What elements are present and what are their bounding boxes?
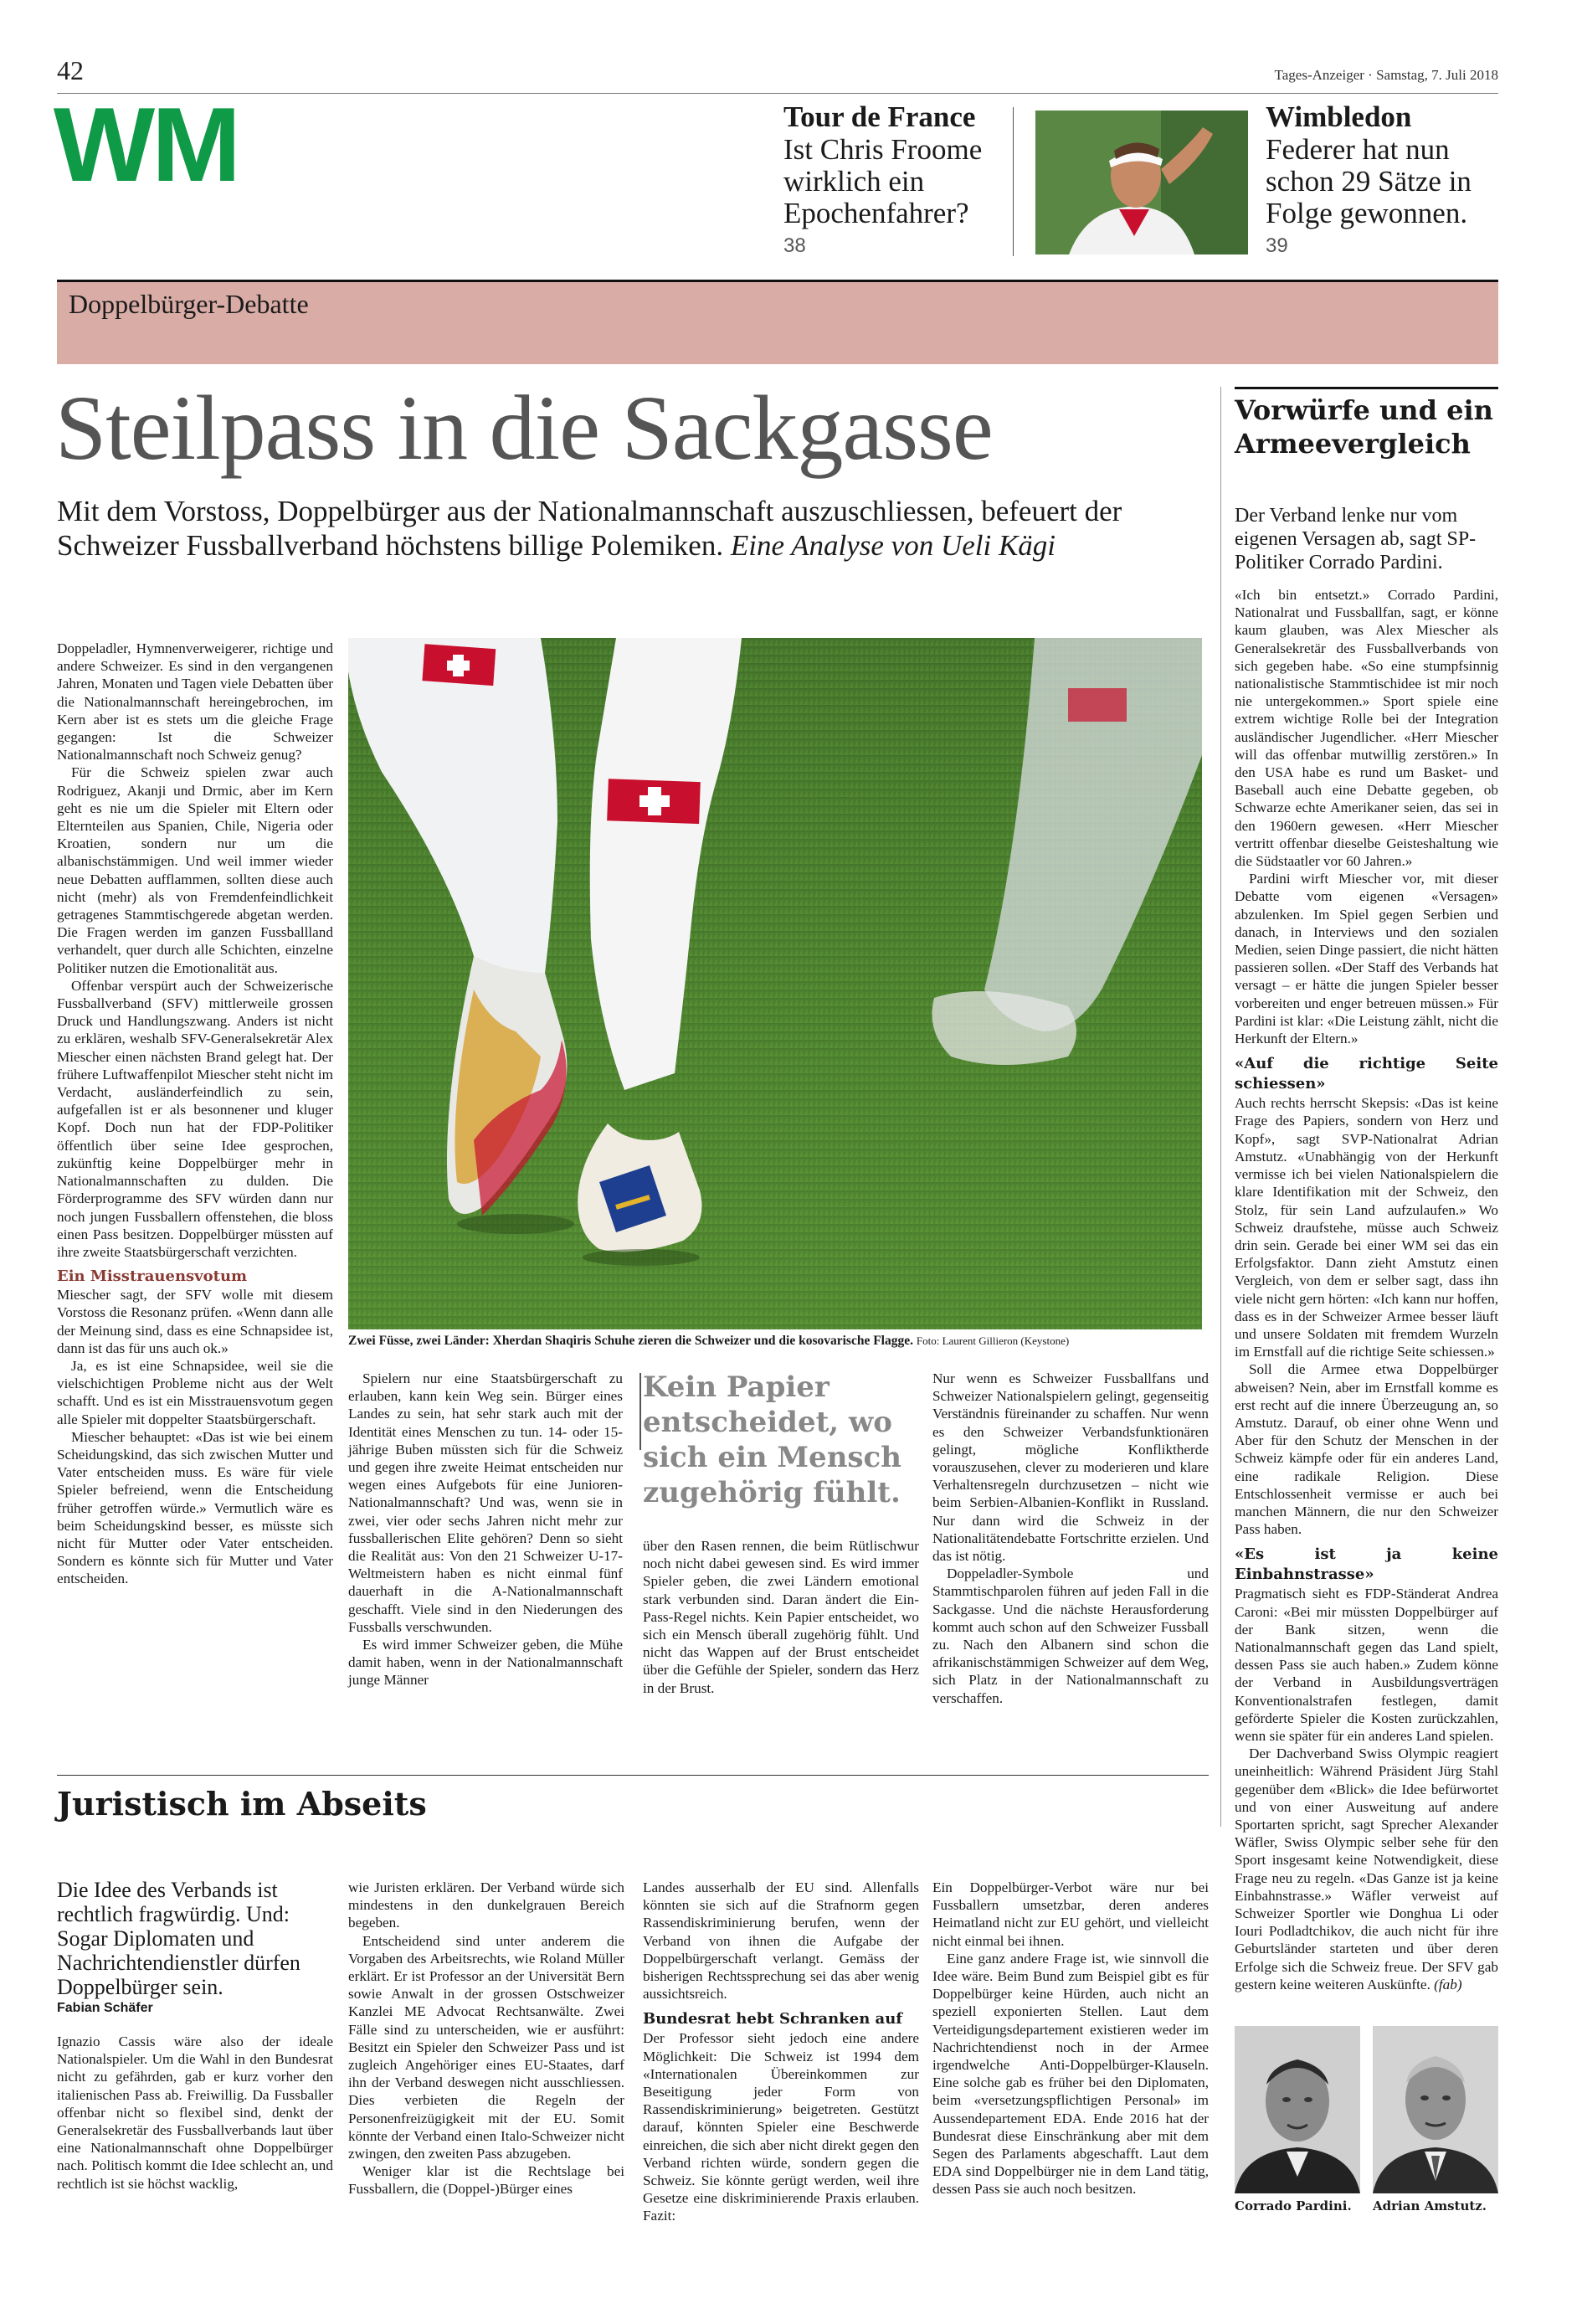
- subheading: Ein Misstrauensvotum: [57, 1267, 248, 1286]
- paragraph: Auch rechts herrscht Skepsis: «Das ist keine Frage des Papiers, sondern von Herz und Kopf», sagt SVP-Nationalrat Adrian Amstutz. «Unabhängig von der Herkunft vermisse ich bei vielen Nationalspielern die klare Identifikation mit der Schweiz, den Stolz, für sein Land aufzulaufen.» Wo Schweiz draufstehe, müsse auch Schweiz drin sein. Gerade bei einer WM sei das ein Erfolgsfaktor. Dann zieht Amstutz einen Vergleich, von dem er selber sagt, dass ihn viele nicht gern hörten: «Ich kann nur hoffen, dass es in der Schweizer Armee besser läuft und unsere Soldaten mit fremdem Wurzeln im Ernstfall auf die richtige Seite schiessen.»: [1235, 1095, 1498, 1360]
- legal-top-rule: [57, 1775, 1209, 1776]
- portrait-caption-amstutz: Adrian Amstutz.: [1373, 2198, 1487, 2213]
- subheading: «Es ist ja keine Einbahnstrasse»: [1235, 1545, 1498, 1584]
- paragraph: Offenbar verspürt auch der Schweizerische Fussballverband (SFV) mittlerweile grossen Druck und Handlungszwang. Anders ist nicht zu erklären, weshalb SFV-Generalsekretär Alex Miescher einen nächsten Brand gelegt hat. Der frühere Luftwaffenpilot Miescher steht nicht im Verdacht, ausländerfeindlich zu sein, aufgefallen ist er als besonnener und kluger Kopf. Doch nun hat der FDP-Politiker öffentlich über seine Idee gesprochen, zukünftig keine Doppelbürger mehr in Nationalmannschaften zu dulden. Die Förderprogramme des SFV würden dann nur noch jungen Fussballern offenstehen, die bloss einen Pass besitzen. Doppelbürger müssten auf ihre zweite Staatsbürgerschaft verzichten.: [57, 977, 333, 1260]
- section-logo: WM: [53, 85, 239, 203]
- paragraph: Es wird immer Schweizer geben, die Mühe damit haben, wenn in der Nationalmannschaft junge Männer: [348, 1637, 623, 1689]
- main-lead-text: Mit dem Vorstoss, Doppelbürger aus der Nationalmannschaft auszuschliessen, befeuert der Schweizer Fussballverband höchstens billige Polemiken.: [57, 495, 1122, 562]
- paragraph: wie Juristen erklären. Der Verband würde sich mindestens in den dunkelgrauen Bereich begeben.: [348, 1879, 624, 1931]
- legal-lead: Die Idee des Verbands ist rechtlich fragwürdig. Und: Sogar Diplomaten und Nachrichtendienstler dürfen Doppelbürger sein.: [57, 1878, 300, 1999]
- sidebar-headline: Vorwürfe und ein Armeevergleich: [1235, 394, 1493, 460]
- paragraph: Landes ausserhalb der EU sind. Allenfalls könnten sie sich auf die Strafnorm gegen Rassendiskriminierung berufen, wenn der Verband von ihnen die Aufgabe der Doppelbürgerschaft verlangt. Gemäss der bisherigen Rechtssprechung sei das aber wenig aussichtsreich.: [643, 1879, 919, 2003]
- signature: (fab): [1434, 1976, 1462, 1992]
- teaser-divider: [1013, 107, 1014, 256]
- paragraph: Pragmatisch sieht es FDP-Ständerat Andrea Caroni: «Bei mir müssten Doppelbürger auf der Bank sitzen, wenn die Nationalmannschaft gegen das Land spielt, dessen Pass sie auch haben.» Zudem könne der Verband in Ausbildungsverträgen Konventionalstrafen festlegen, damit geförderte Spieler die Kosten zurückzahlen, wenn sie später für ein anderes Land spielen.: [1235, 1586, 1498, 1744]
- page-number: 42: [57, 55, 84, 85]
- paragraph-text: Der Dachverband Swiss Olympic reagiert uneinheitlich: Während Präsident Jürg Stahl gegenüber dem «Blick» die Idee befürwortet und von einer Ausweitung auf andere Sportarten spricht, sagt Sprecher Alexander Wäfler, Swiss Olympic selber sehe für den Sport insgesamt keine Notwendigkeit, diese Frage neu zu regeln. «Das Ganze ist ja keine Einbahnstrasse.» Wäfler verweist auf Schweizer Sportler wie Donghua Li oder Iouri Podladtchikov, die auch nicht für ihre Geburtsländer starteten und über deren Erfolge sich die Schweiz freue. Der SFV gab gestern keine weiteren Auskünfte.: [1235, 1746, 1498, 1992]
- pullquote: Kein Papier entscheidet, wo sich ein Mensch zugehörig fühlt.: [643, 1370, 901, 1509]
- paragraph: Miescher sagt, der SFV wolle mit diesem Vorstoss die Resonanz prüfen. «Wenn dann alle der Meinung sind, dass es eine Schnapsidee ist, dann ist das für uns auch ok.»: [57, 1287, 333, 1356]
- portrait-pardini: [1235, 2026, 1360, 2193]
- paper-info: Tages-Anzeiger · Samstag, 7. Juli 2018: [1274, 67, 1498, 83]
- main-lead: [57, 494, 1204, 563]
- sidebar-top-rule: [1235, 387, 1498, 389]
- main-col2: [348, 1370, 623, 1689]
- paragraph: Nur wenn es Schweizer Fussballfans und Schweizer Nationalspielern gelingt, gegenseitig Verständnis füreinander zu schaffen. Nur wenn es den Schweizer Verbandsfunktionären gelingt, mögliche Konfliktherde vorauszusehen, clever zu moderieren und klare Verhaltensregeln durchzusetzen – nicht wie beim Serbien-Albanien-Konflikt in Russland. Nur dann wird die Schweiz in der Nationalitätendebatte Fortschritte erzielen. Und das ist nötig.: [932, 1370, 1209, 1565]
- paragraph: Doppeladler-Symbole und Stammtischparolen führen auf jeden Fall in die Sackgasse. Und die nächste Herausforderung kommt auch schon auf den Schweizer Fussball zu. Nach den Albanern sind schon die afrikanischstämmigen Schweizer auf dem Weg, sich Platz in der Nationalmannschaft zu verschaffen.: [932, 1566, 1209, 1706]
- main-headline: Steilpass in die Sackgasse: [55, 377, 993, 479]
- legal-col1: [57, 2033, 333, 2193]
- legal-headline: Juristisch im Abseits: [57, 1785, 427, 1823]
- main-byline: Eine Analyse von Ueli Kägi: [730, 529, 1056, 562]
- main-col3: [643, 1537, 919, 1697]
- paragraph: Spielern nur eine Staatsbürgerschaft zu erlauben, kann kein Weg sein. Bürger eines Landes zu sein, hat sehr stark auch mit der Identität eines Menschen zu tun. 14- oder 15-jährige Buben müssten sich für die Schweiz und gegen ihre zweite Heimat entscheiden nur wegen eines Aufgebots für eine Junioren-Nationalmannschaft? Und was, wenn sie in zwei, vier oder sechs Jahren nicht mehr zur fussballerischen Elite gehören? Denn so sieht die Realität aus: Von den 21 Schweizer U-17-Weltmeistern haben es nicht einmal fünf dauerhaft in die A-Nationalmannschaft geschafft. Viele sind in den Niederungen des Fussballs verschwunden.: [348, 1370, 623, 1635]
- debate-band: [57, 282, 1498, 364]
- subheading: Bundesrat hebt Schranken auf: [643, 2010, 903, 2028]
- main-photo: [348, 638, 1202, 1329]
- header-rule: [57, 93, 1498, 94]
- paragraph: Weniger klar ist die Rechtslage bei Fussballern, die (Doppel-)Bürger eines: [348, 2163, 624, 2198]
- subheading: «Auf die richtige Seite schiessen»: [1235, 1055, 1498, 1093]
- paragraph: Ein Doppelbürger-Verbot wäre nur bei Fussballern umsetzbar, deren anderes Heimatland nicht zur EU gehört, und vielleicht nicht einmal bei ihnen.: [932, 1879, 1209, 1949]
- main-col1: [57, 640, 333, 1588]
- main-col4: [932, 1370, 1209, 1707]
- legal-col3: [643, 1879, 919, 2225]
- legal-col2: [348, 1879, 624, 2198]
- paragraph: Der Professor sieht jedoch eine andere Möglichkeit: Die Schweiz ist 1994 dem «Internationalen Übereinkommen zur Beseitigung jeder Form von Rassendiskriminierung» beigetreten. Gestützt darauf, könnten Spieler eine Beschwerde einreichen, die sich aber nicht direkt gegen den Verband richten würde, sondern gegen die Schweiz. Sie könnte gerügt werden, weil ihre Gesetze eine diskriminierende Praxis erlauben. Fazit:: [643, 2030, 919, 2224]
- paragraph: über den Rasen rennen, die beim Rütlischwur noch nicht dabei gewesen sind. Es wird immer Spieler geben, die zwei Ländern emotional stark verbunden sind. Daran ändert die Ein-Pass-Regel nichts. Kein Papier entscheidet, wo sich ein Mensch überall zugehörig fühlt. Und nicht das Wappen auf der Brust entscheidet über die Gefühle der Spieler, sondern das Herz in der Brust.: [643, 1538, 919, 1696]
- photo-caption: [348, 1333, 1210, 1350]
- paragraph: Miescher behauptet: «Das ist wie bei einem Scheidungskind, das sich zwischen Mutter und Vater entscheiden muss. Es wäre für viele Spieler befreiend, wenn die Entscheidung früher getroffen würde.» Vermutlich wäre es beim Scheidungskind besser, es müsste sich nicht für Mutter oder Vater entscheiden. Sondern es könnte sich für Mutter und Vater entscheiden.: [57, 1428, 333, 1587]
- teaser-kicker: Wimbledon: [1266, 100, 1412, 133]
- teaser-wimbledon[interactable]: [1266, 100, 1492, 258]
- photo-credit: Foto: Laurent Gillieron (Keystone): [916, 1334, 1070, 1347]
- debate-band-label: Doppelbürger-Debatte: [69, 289, 309, 319]
- teaser-kicker: Tour de France: [783, 100, 976, 133]
- paragraph: «Ich bin entsetzt.» Corrado Pardini, Nationalrat und Fussballfan, sagt, er könne kaum glauben, was Alex Miescher als Generalsekretär des Fussballverbands von sich gegeben habe. «So eine stumpfsinnig nationalistische Stammtischidee ist mir noch nie untergekommen.» Sport spiele eine extrem wichtige Rolle bei der Integration ausländischer Jugendlicher. «Herr Miescher will das offenbar mutwillig zerstören.» In den USA habe es rund um Basket- und Baseball auch eine Debatte gegeben, ob Schwarze echte Amerikaner seien, das sei in den 1960ern gewesen. «Herr Miescher vertritt offenbar dieselbe Geisteshaltung wie die Südstaatler vor 60 Jahren.»: [1235, 587, 1498, 870]
- sidebar-divider: [1220, 387, 1221, 1827]
- paragraph: [1235, 1745, 1498, 1993]
- teaser-page: 39: [1266, 234, 1288, 257]
- paragraph: Ignazio Cassis wäre also der ideale Nationalspieler. Um die Wahl in den Bundesrat nicht zu gefährden, gab er kurz vorher den italienischen Pass ab. Freiwillig. Da Fussballer offenbar nicht so flexibel sind, denkt der Generalsekretär des Fussballverbands laut über eine Nationalmannschaft ohne Doppelbürger nach. Politisch kommt die Idee schlecht an, und rechtlich ist sie höchst wacklig,: [57, 2034, 333, 2192]
- paragraph: Für die Schweiz spielen zwar auch Rodriguez, Akanji und Drmic, aber im Kern geht es nie um die Spieler mit Eltern oder Elternteilen aus Spanien, Chile, Nigeria oder Kroatien, sondern nur um die albanischstämmigen. Und weil immer wieder neue Debatten aufflammen, sollten diese auch nicht (mehr) als von Fremdenfeindlichkeit getragenes Stammtischgerede abgetan werden. Die Fragen werden im ganzen Fussballland verhandelt, quer durch alle Schichten, einzelne Politiker nutzen die Emotionalität aus.: [57, 764, 333, 976]
- paragraph: Pardini wirft Miescher vor, mit dieser Debatte vom eigenen «Versagen» abzulenken. Im Spiel gegen Serbien und danach, in Interviews und den sozialen Medien, seien Dinge passiert, die nicht hätten passieren sollen. «Der Staff des Verbands hat versagt – er hätte die jungen Spieler besser vorbereiten und enger betreuen müssen.» Für Pardini ist klar: «Die Leistung zählt, nicht die Herkunft der Eltern.»: [1235, 871, 1498, 1047]
- sidebar-text: [1235, 586, 1498, 1993]
- paragraph: Ja, es ist eine Schnapsidee, weil sie die vielschichtigen Probleme nicht aus der Welt schafft. Und es ist ein Misstrauensvotum gegen alle Spieler mit doppelter Staatsbürgerschaft.: [57, 1357, 333, 1427]
- sidebar-lead: Der Verband lenke nur vom eigenen Versagen ab, sagt SP-Politiker Corrado Pardini.: [1235, 505, 1477, 573]
- pullquote-rule: [639, 1373, 641, 1450]
- paragraph: Eine ganz andere Frage ist, wie sinnvoll die Idee wäre. Beim Bund zum Beispiel gibt es für Doppelbürger keine Hürden, auch nicht an speziell exponierten Stellen. Laut dem Verteidigungsdepartement existieren weder im Nachrichtendienst noch in der Armee irgendwelche Anti-Doppelbürger-Klauseln. Eine solche gab es früher bei den Diplomaten, beim «versetzungspflichtigen Personal» im Aussendepartement EDA. Ende 2016 hat der Bundesrat diese Einschränkung aber mit dem Segen des Parlaments abgeschafft. Laut dem EDA sind Doppelbürger nie in dem Land tätig, dessen Pass sie auch noch besitzen.: [932, 1950, 1209, 2198]
- federer-photo: [1035, 111, 1248, 255]
- teaser-text: Ist Chris Froome wirklich ein Epochenfahrer?: [783, 133, 983, 229]
- portrait-amstutz: [1373, 2026, 1498, 2193]
- teaser-text: Federer hat nun schon 29 Sätze in Folge gewonnen.: [1266, 133, 1472, 229]
- legal-col4: [932, 1879, 1209, 2198]
- portrait-caption-pardini: Corrado Pardini.: [1235, 2198, 1352, 2213]
- paragraph: Entscheidend sind unter anderem die Vorgaben des Arbeitsrechts, wie Roland Müller erklärt. Er ist Professor an der Universität Bern sowie Anwalt in der grossen Ostschweizer Kanzlei ME Advocat Rechtsanwälte. Zwei Fälle sind zu unterscheiden, wie er ausführt: Besitzt ein Spieler den Schweizer Pass und ist zugleich Angehöriger eines EU-Staates, darf ihn der Verband deswegen nicht ausschliessen. Dies verbieten die Regeln der Personenfreizügigkeit mit der EU. Somit könnte der Verband einen Italo-Schweizer nicht zwingen, den zweiten Pass abzugeben.: [348, 1932, 624, 2162]
- caption-text: Zwei Füsse, zwei Länder: Xherdan Shaqiris Schuhe zieren die Schweizer und die kosovarische Flagge.: [348, 1334, 913, 1348]
- legal-author: Fabian Schäfer: [57, 2001, 153, 2015]
- paragraph: Soll die Armee etwa Doppelbürger abweisen? Nein, aber im Ernstfall komme es erst recht auf die innere Überzeugung an, so Amstutz. Darauf, ob einer ohne Wenn und Aber für den Schutz der Menschen in der Schweiz kämpfe oder für ein anderes Land, eine radikale Religion. Diese Entschlossenheit vermisse er auch bei manchen Männern, die nur den Schweizer Pass haben.: [1235, 1361, 1498, 1538]
- teaser-page: 38: [783, 234, 806, 257]
- teaser-tour[interactable]: [783, 100, 984, 258]
- paragraph: Doppeladler, Hymnenverweigerer, richtige und andere Schweizer. Es sind in den vergangenen Jahren, Monaten und Tagen viele Debatten über die Nationalmannschaft hereingebrochen, im Kern aber ist es stets um die gleiche Frage gegangen: Ist die Schweizer Nationalmannschaft noch Schweiz genug?: [57, 640, 333, 764]
